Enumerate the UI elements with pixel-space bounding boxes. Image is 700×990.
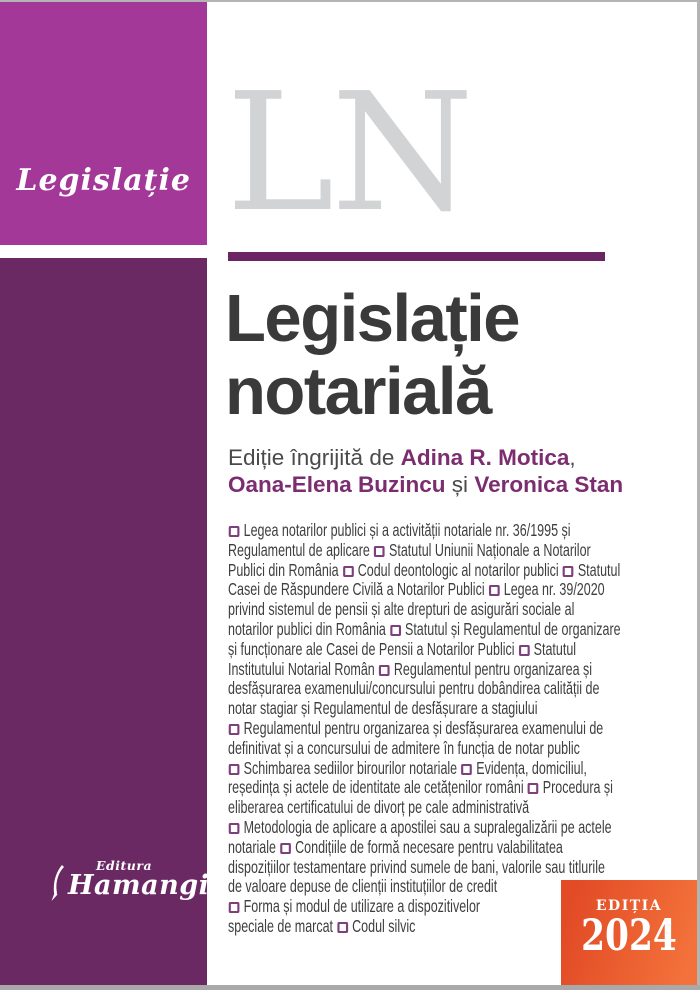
body-line: eliberarea certificatului de divorț pe cale administrativă [228, 797, 530, 818]
editor-name: Oana-Elena Buzincu [228, 472, 446, 497]
body-line: Institutului Notarial Român Regulamentul pentru organizarea și [228, 658, 593, 679]
publisher-text [68, 860, 229, 900]
sidebar-magenta-panel [0, 0, 207, 245]
subtitle-text: și [445, 472, 475, 497]
list-bullet-icon [519, 645, 530, 656]
subtitle-text: Ediție îngrijită de [228, 445, 401, 470]
series-monogram: LN [226, 59, 471, 248]
editors-text-line [228, 444, 623, 471]
body-line: de valoare depuse de clienții instituțiilor de credit [228, 876, 498, 897]
title-rule [228, 252, 605, 261]
edition-badge [561, 880, 697, 985]
body-line: Schimbarea sediilor birourilor notariale Evidența, domiciliul, [228, 759, 689, 779]
body-line: și funcționare ale Casei de Pensii a Notarilor Publici Statutul [228, 638, 577, 659]
quill-icon [50, 864, 66, 902]
edition-year: 2024 [581, 911, 677, 961]
list-bullet-icon [563, 566, 574, 577]
editors-line [228, 444, 623, 498]
list-bullet-icon [528, 783, 539, 794]
body-line: definitivat și a concursului de admitere în funcția de notar public [228, 737, 580, 758]
body-line: Forma și modul de utilizare a dispozitivelor [228, 897, 689, 917]
book-title [225, 282, 519, 428]
title-line2: notarială [225, 354, 491, 429]
body-line: notariale Condițiile de formă necesare pentru valabilitatea [228, 836, 563, 857]
editors-text-line [228, 471, 623, 498]
sidebar-divider [0, 245, 207, 258]
body-line: Legea notarilor publici și a activității notariale nr. 36/1995 și [228, 521, 689, 541]
list-bullet-icon [229, 526, 240, 537]
list-bullet-icon [343, 566, 354, 577]
body-line: Regulamentul de aplicare Statutul Uniunii Naționale a Notarilor [228, 539, 591, 560]
body-line: speciale de marcat Codul silvic [228, 915, 416, 936]
edition-label: EDIȚIA [595, 898, 663, 914]
body-line: dispozițiilor testamentare privind sumele de bani, valorile sau titlurile [228, 856, 605, 877]
list-bullet-icon [379, 665, 390, 676]
list-bullet-icon [489, 585, 500, 596]
body-line: Regulamentul pentru organizarea și desfășurarea examenului de [228, 719, 689, 739]
publisher-editura-label: Editura [96, 858, 153, 873]
publisher-logo [50, 860, 229, 902]
body-line: Publici din România Codul deontologic al notarilor publici Statutul [228, 559, 621, 580]
page-edge-bottom [0, 985, 700, 990]
body-line: notarilor publici din România Statutul și Regulamentul de organizare [228, 618, 621, 639]
body-line: reședința și actele de identitate ale cetățenilor români Procedura și [228, 777, 613, 798]
publisher-name: Hamangiu [68, 870, 230, 901]
editor-name: Veronica Stan [474, 472, 624, 497]
body-text [228, 521, 689, 937]
list-bullet-icon [461, 764, 472, 775]
body-line: Metodologia de aplicare a apostilei sau a supralegalizării pe actele [228, 818, 689, 838]
series-label: Legislație [16, 163, 191, 198]
title-line1: Legislație [225, 281, 520, 356]
subtitle-text: , [569, 445, 576, 470]
page-edge-top [0, 0, 700, 2]
body-line: notar stagiar și Regulamentul de desfășurare a stagiului [228, 698, 538, 719]
list-bullet-icon [374, 546, 385, 557]
list-bullet-icon [229, 902, 240, 913]
list-bullet-icon [337, 922, 348, 933]
body-line: Casei de Răspundere Civilă a Notarilor Publici Legea nr. 39/2020 [228, 579, 605, 600]
list-bullet-icon [229, 764, 240, 775]
editor-name: Adina R. Motica [400, 445, 570, 470]
list-bullet-icon [390, 625, 401, 636]
body-line: privind sistemul de pensii și alte drepturi de asigurări sociale al [228, 599, 575, 620]
body-line: desfășurarea examenului/concursului pentru dobândirea calității de [228, 678, 600, 699]
list-bullet-icon [229, 724, 240, 735]
list-bullet-icon [280, 843, 291, 854]
list-bullet-icon [229, 823, 240, 834]
sidebar-purple-panel [0, 258, 230, 985]
